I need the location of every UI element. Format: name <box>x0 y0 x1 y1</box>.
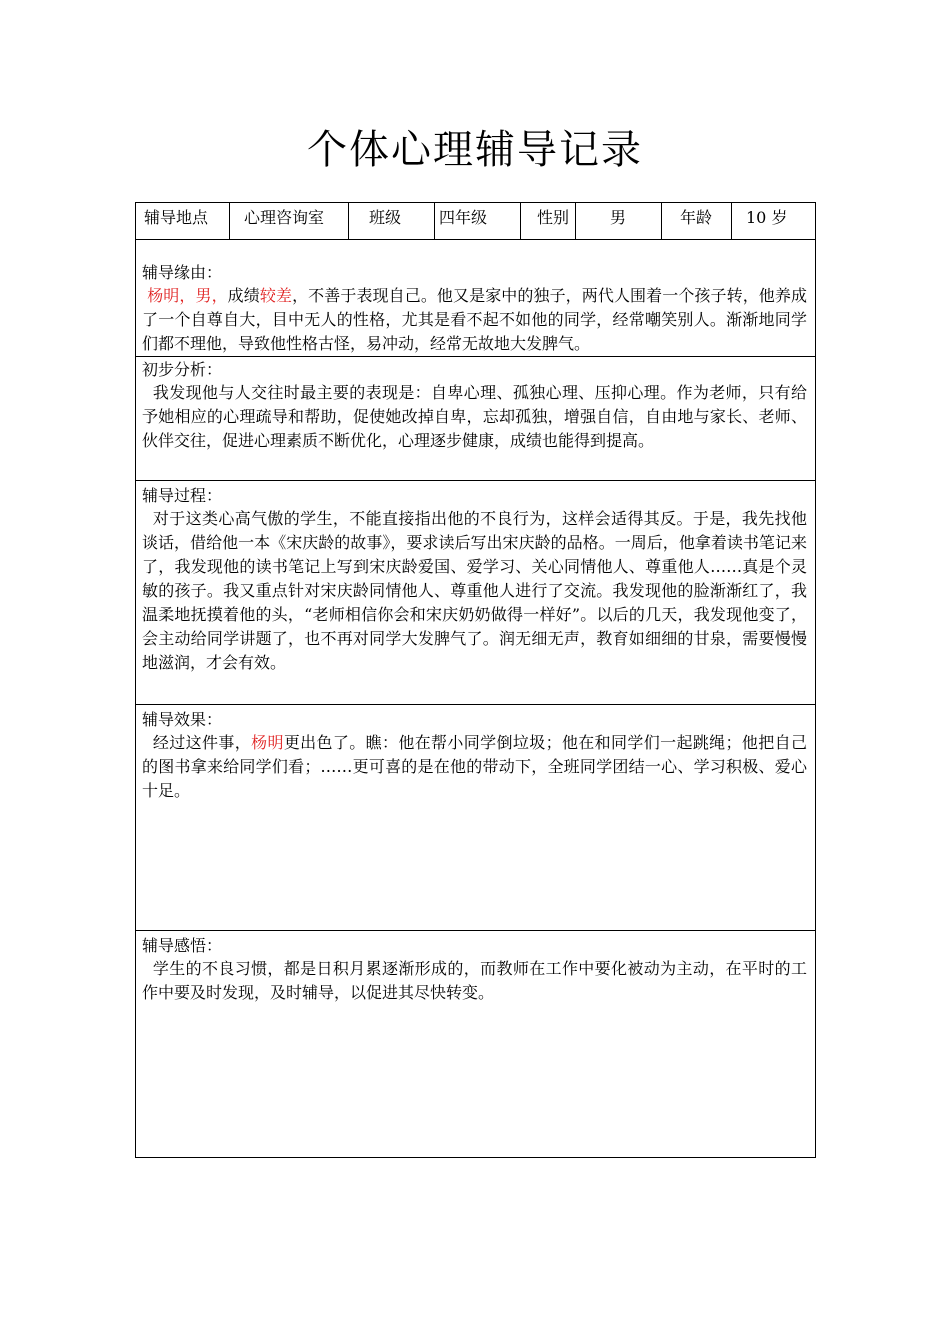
reason-text <box>142 284 807 356</box>
class-label: 班级 <box>349 203 435 239</box>
insight-heading: 辅导感悟： <box>142 936 223 955</box>
reason-text-b: ，不善于表现自己。他又是家中的独子，两代人围着一个孩子转，他养成了一个自尊自大，目中无人的性格，尤其是看不起不如他的同学，经常嘲笑别人。渐渐地同学们都不理他，导致他性格古怪，易冲动，经常无故地大发脾气。 <box>142 286 807 353</box>
process-body: 对于这类心高气傲的学生，不能直接指出他的不良行为，这样会适得其反。于是，我先找他谈话，借给他一本《宋庆龄的故事》，要求读后写出宋庆龄的品格。一周后，他拿着读书笔记来了，我发现他的读书笔记上写到宋庆龄爱国、爱学习、关心同情他人、尊重他人……真是个灵敏的孩子。我又重点针对宋庆龄同情他人、尊重他人进行了交流。我发现他的脸渐渐红了，我温柔地抚摸着他的头，“老师相信你会和宋庆奶奶做得一样好”。以后的几天，我发现他变了，会主动给同学讲题了，也不再对同学大发脾气了。润无细无声，教育如细细的甘泉，需要慢慢地滋润，才会有效。 <box>142 509 807 672</box>
insight-body: 学生的不良习惯，都是日积月累逐渐形成的，而教师在工作中要化被动为主动，在平时的工作中要及时发现，及时辅导，以促进其尽快转变。 <box>142 959 807 1002</box>
gender-value: 男 <box>576 203 662 239</box>
process-heading: 辅导过程： <box>142 486 223 505</box>
record-table <box>135 202 816 1158</box>
grade-highlight: 较差 <box>259 286 293 305</box>
effect-text <box>142 731 807 803</box>
reason-heading: 辅导缘由： <box>142 263 223 282</box>
location-label: 辅导地点 <box>136 203 230 239</box>
reason-section <box>136 240 815 357</box>
analysis-section <box>136 357 815 481</box>
student-name-highlight: 杨明，男， <box>147 286 228 305</box>
effect-text-a: 经过这件事， <box>152 733 252 752</box>
effect-heading: 辅导效果： <box>142 710 223 729</box>
info-row <box>136 203 815 240</box>
analysis-text <box>142 381 807 453</box>
process-section <box>136 481 815 705</box>
reason-text-a: 成绩 <box>227 286 260 305</box>
effect-text-b: 更出色了。瞧：他在帮小同学倒垃圾；他在和同学们一起跳绳；他把自己的图书拿来给同学们看；……更可喜的是在他的带动下，全班同学团结一心、学习积极、爱心十足。 <box>142 733 807 800</box>
analysis-body: 我发现他与人交往时最主要的表现是：自卑心理、孤独心理、压抑心理。作为老师，只有给予她相应的心理疏导和帮助，促使她改掉自卑，忘却孤独，增强自信，自由地与家长、老师、伙伴交往，促进心理素质不断优化，心理逐步健康，成绩也能得到提高。 <box>142 383 807 450</box>
insight-text <box>142 957 807 1005</box>
effect-section <box>136 705 815 931</box>
age-value: 10 岁 <box>746 208 788 227</box>
analysis-heading: 初步分析： <box>142 360 223 379</box>
page-title: 个体心理辅导记录 <box>307 127 643 173</box>
insight-section <box>136 931 815 1157</box>
location-value: 心理咨询室 <box>230 203 349 239</box>
process-text <box>142 507 807 675</box>
age-label: 年龄 <box>662 203 732 239</box>
class-value: 四年级 <box>435 203 521 239</box>
effect-name-highlight: 杨明 <box>251 733 284 752</box>
gender-label: 性别 <box>521 203 576 239</box>
